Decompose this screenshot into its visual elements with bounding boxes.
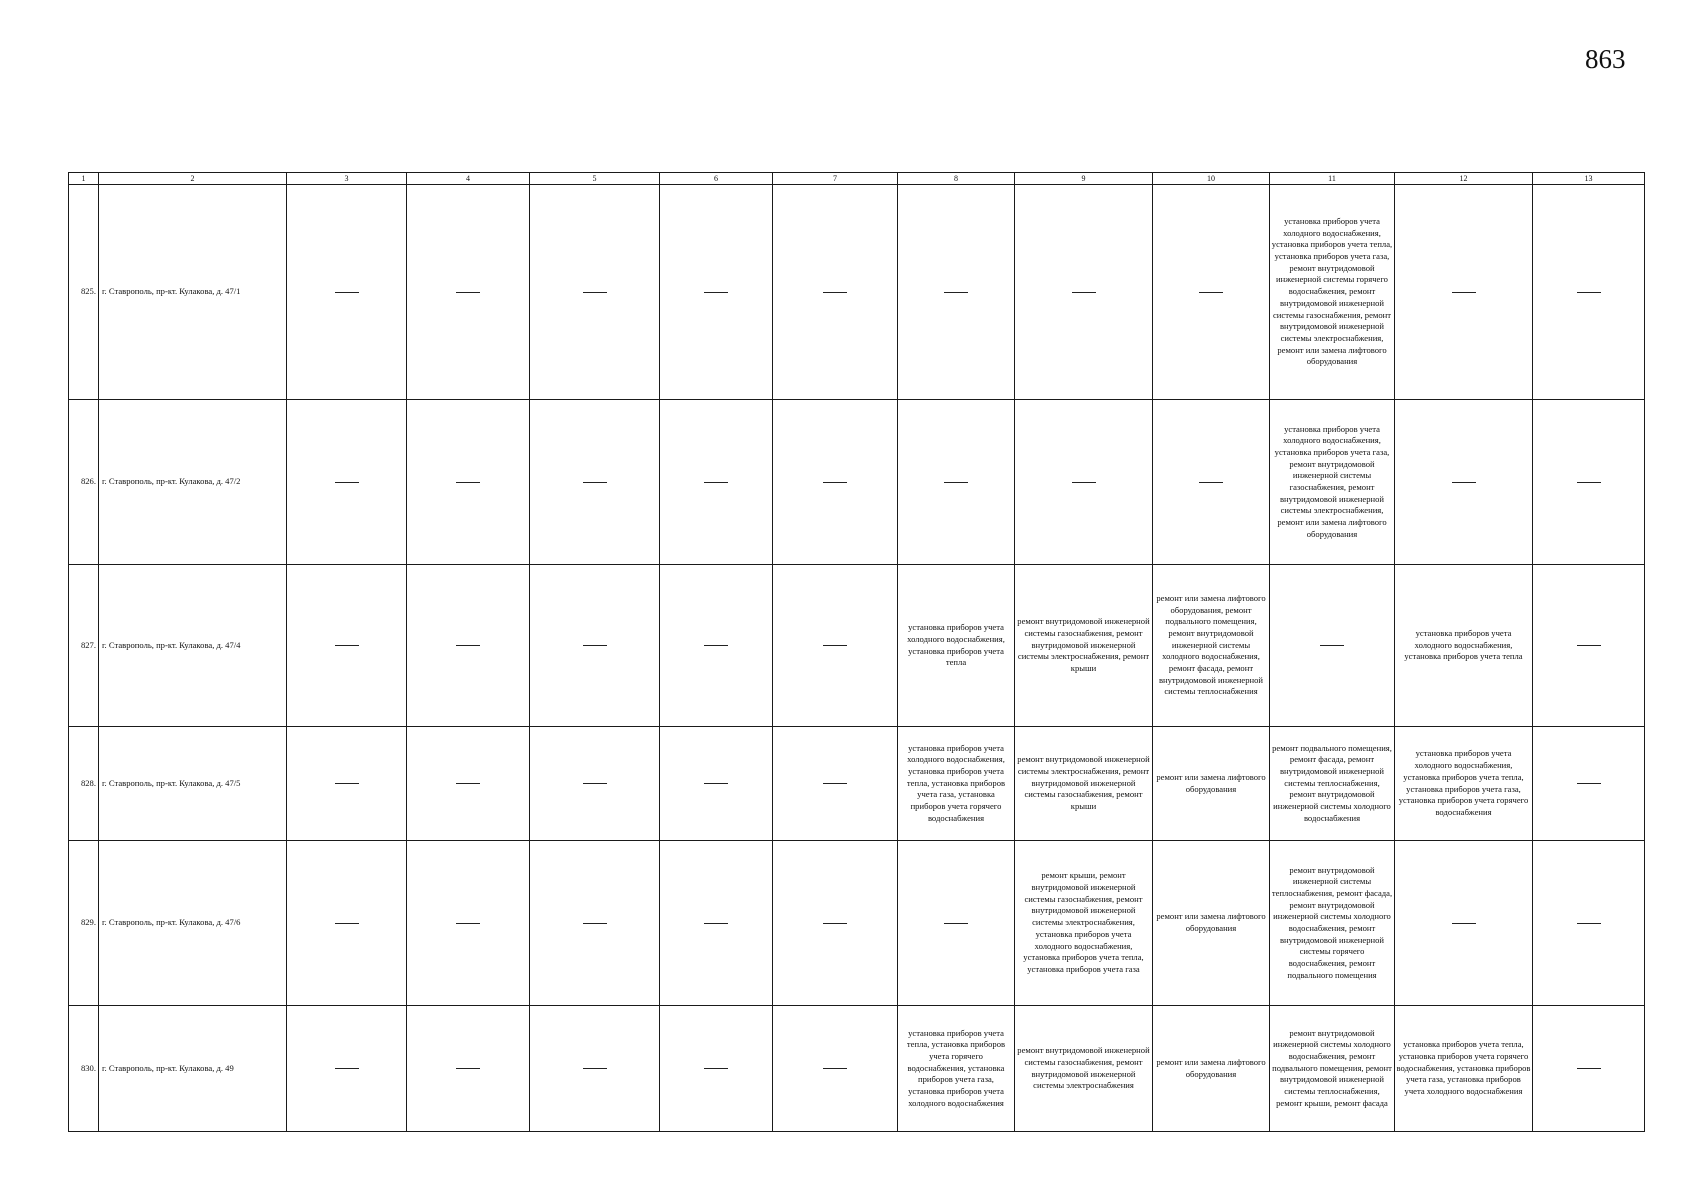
table-row <box>69 841 1645 1006</box>
empty-dash-cell <box>1015 400 1153 565</box>
empty-dash-cell <box>1533 400 1645 565</box>
empty-dash-cell <box>1153 185 1270 400</box>
address-cell: г. Ставрополь, пр-кт. Кулакова, д. 47/6 <box>99 841 287 1006</box>
column-number: 8 <box>898 173 1015 185</box>
row-number: 827. <box>69 565 99 727</box>
column-number-row <box>69 173 1645 185</box>
dash-mark <box>823 783 847 784</box>
empty-dash-cell <box>287 1006 407 1132</box>
column-number: 2 <box>99 173 287 185</box>
dash-mark <box>456 292 480 293</box>
row-number: 826. <box>69 400 99 565</box>
dash-mark <box>1577 783 1601 784</box>
dash-mark <box>823 292 847 293</box>
dash-mark <box>823 1068 847 1069</box>
empty-dash-cell <box>1395 841 1533 1006</box>
works-cell-c11: ремонт внутридомовой инженерной системы теплоснабжения, ремонт фасада, ремонт внутридомовой инженерной системы холодного водоснабжения, ремонт внутридомовой инженерной системы горячего водоснабжения, ремонт подвального помещения <box>1270 841 1395 1006</box>
column-number: 12 <box>1395 173 1533 185</box>
address-cell: г. Ставрополь, пр-кт. Кулакова, д. 47/4 <box>99 565 287 727</box>
dash-mark <box>335 292 359 293</box>
empty-dash-cell <box>1395 185 1533 400</box>
column-number: 11 <box>1270 173 1395 185</box>
empty-dash-cell <box>530 185 660 400</box>
empty-dash-cell <box>407 1006 530 1132</box>
dash-mark <box>704 923 728 924</box>
column-number: 13 <box>1533 173 1645 185</box>
works-cell-c11: ремонт внутридомовой инженерной системы холодного водоснабжения, ремонт подвального помещения, ремонт внутридомовой инженерной системы теплоснабжения, ремонт крыши, ремонт фасада <box>1270 1006 1395 1132</box>
empty-dash-cell <box>660 400 773 565</box>
empty-dash-cell <box>407 185 530 400</box>
dash-mark <box>335 1068 359 1069</box>
dash-mark <box>456 482 480 483</box>
empty-dash-cell <box>530 565 660 727</box>
dash-mark <box>1072 482 1096 483</box>
dash-mark <box>1577 292 1601 293</box>
empty-dash-cell <box>407 565 530 727</box>
empty-dash-cell <box>1533 185 1645 400</box>
works-cell-c11: ремонт подвального помещения, ремонт фасада, ремонт внутридомовой инженерной системы теплоснабжения, ремонт внутридомовой инженерной системы холодного водоснабжения <box>1270 727 1395 841</box>
works-cell-c12: установка приборов учета тепла, установка приборов учета горячего водоснабжения, установка приборов учета газа, установка приборов учета холодного водоснабжения <box>1395 1006 1533 1132</box>
empty-dash-cell <box>660 1006 773 1132</box>
empty-dash-cell <box>773 400 898 565</box>
works-cell-c12: установка приборов учета холодного водоснабжения, установка приборов учета тепла, установка приборов учета газа, установка приборов учета горячего водоснабжения <box>1395 727 1533 841</box>
works-cell-c11: установка приборов учета холодного водоснабжения, установка приборов учета тепла, установка приборов учета газа, ремонт внутридомовой инженерной системы горячего водоснабжения, ремонт внутридомовой инженерной системы газоснабжения, ремонт внутридомовой инженерной системы электроснабжения, ремонт или замена лифтового оборудования <box>1270 185 1395 400</box>
empty-dash-cell <box>530 400 660 565</box>
dash-mark <box>583 783 607 784</box>
row-number: 828. <box>69 727 99 841</box>
empty-dash-cell <box>660 841 773 1006</box>
dash-mark <box>456 645 480 646</box>
column-number: 9 <box>1015 173 1153 185</box>
address-cell: г. Ставрополь, пр-кт. Кулакова, д. 47/5 <box>99 727 287 841</box>
empty-dash-cell <box>1153 400 1270 565</box>
dash-mark <box>583 292 607 293</box>
table-row <box>69 400 1645 565</box>
works-cell-c9: ремонт внутридомовой инженерной системы газоснабжения, ремонт внутридомовой инженерной системы электроснабжения <box>1015 1006 1153 1132</box>
column-number: 6 <box>660 173 773 185</box>
dash-mark <box>944 292 968 293</box>
empty-dash-cell <box>773 565 898 727</box>
dash-mark <box>1577 1068 1601 1069</box>
dash-mark <box>1577 645 1601 646</box>
empty-dash-cell <box>1270 565 1395 727</box>
empty-dash-cell <box>660 565 773 727</box>
empty-dash-cell <box>287 565 407 727</box>
dash-mark <box>704 1068 728 1069</box>
dash-mark <box>944 482 968 483</box>
empty-dash-cell <box>1533 727 1645 841</box>
dash-mark <box>944 923 968 924</box>
row-number: 829. <box>69 841 99 1006</box>
works-cell-c11: установка приборов учета холодного водоснабжения, установка приборов учета газа, ремонт внутридомовой инженерной системы газоснабжения, ремонт внутридомовой инженерной системы электроснабжения, ремонт или замена лифтового оборудования <box>1270 400 1395 565</box>
dash-mark <box>704 292 728 293</box>
dash-mark <box>1199 292 1223 293</box>
dash-mark <box>1199 482 1223 483</box>
works-cell-c10: ремонт или замена лифтового оборудования <box>1153 727 1270 841</box>
dash-mark <box>335 783 359 784</box>
dash-mark <box>1452 292 1476 293</box>
dash-mark <box>823 482 847 483</box>
works-cell-c8: установка приборов учета холодного водоснабжения, установка приборов учета тепла, установка приборов учета газа, установка приборов учета горячего водоснабжения <box>898 727 1015 841</box>
dash-mark <box>456 783 480 784</box>
address-cell: г. Ставрополь, пр-кт. Кулакова, д. 47/2 <box>99 400 287 565</box>
dash-mark <box>1452 482 1476 483</box>
empty-dash-cell <box>407 841 530 1006</box>
works-cell-c9: ремонт внутридомовой инженерной системы электроснабжения, ремонт внутридомовой инженерной системы газоснабжения, ремонт крыши <box>1015 727 1153 841</box>
works-cell-c8: установка приборов учета холодного водоснабжения, установка приборов учета тепла <box>898 565 1015 727</box>
works-cell-c9: ремонт крыши, ремонт внутридомовой инженерной системы газоснабжения, ремонт внутридомовой инженерной системы электроснабжения, установка приборов учета холодного водоснабжения, установка приборов учета тепла, установка приборов учета газа <box>1015 841 1153 1006</box>
dash-mark <box>1577 923 1601 924</box>
works-cell-c10: ремонт или замена лифтового оборудования <box>1153 1006 1270 1132</box>
works-cell-c12: установка приборов учета холодного водоснабжения, установка приборов учета тепла <box>1395 565 1533 727</box>
empty-dash-cell <box>407 400 530 565</box>
empty-dash-cell <box>407 727 530 841</box>
table-row <box>69 185 1645 400</box>
dash-mark <box>456 923 480 924</box>
empty-dash-cell <box>1533 841 1645 1006</box>
dash-mark <box>456 1068 480 1069</box>
empty-dash-cell <box>773 185 898 400</box>
empty-dash-cell <box>660 185 773 400</box>
works-cell-c10: ремонт или замена лифтового оборудования <box>1153 841 1270 1006</box>
empty-dash-cell <box>898 185 1015 400</box>
column-number: 3 <box>287 173 407 185</box>
empty-dash-cell <box>530 1006 660 1132</box>
empty-dash-cell <box>530 841 660 1006</box>
dash-mark <box>583 645 607 646</box>
page-number: 863 <box>1585 44 1626 74</box>
column-number: 5 <box>530 173 660 185</box>
dash-mark <box>704 645 728 646</box>
address-cell: г. Ставрополь, пр-кт. Кулакова, д. 49 <box>99 1006 287 1132</box>
column-number: 1 <box>69 173 99 185</box>
column-number: 10 <box>1153 173 1270 185</box>
empty-dash-cell <box>1015 185 1153 400</box>
empty-dash-cell <box>1533 1006 1645 1132</box>
dash-mark <box>583 482 607 483</box>
empty-dash-cell <box>660 727 773 841</box>
empty-dash-cell <box>773 1006 898 1132</box>
dash-mark <box>1072 292 1096 293</box>
address-cell: г. Ставрополь, пр-кт. Кулакова, д. 47/1 <box>99 185 287 400</box>
empty-dash-cell <box>1395 400 1533 565</box>
dash-mark <box>823 645 847 646</box>
dash-mark <box>1452 923 1476 924</box>
dash-mark <box>583 923 607 924</box>
works-cell-c9: ремонт внутридомовой инженерной системы газоснабжения, ремонт внутридомовой инженерной системы электроснабжения, ремонт крыши <box>1015 565 1153 727</box>
dash-mark <box>704 783 728 784</box>
empty-dash-cell <box>287 841 407 1006</box>
column-number: 4 <box>407 173 530 185</box>
register-table <box>68 172 1645 1132</box>
dash-mark <box>335 645 359 646</box>
dash-mark <box>823 923 847 924</box>
empty-dash-cell <box>773 727 898 841</box>
dash-mark <box>335 923 359 924</box>
works-cell-c8: установка приборов учета тепла, установка приборов учета горячего водоснабжения, установка приборов учета газа, установка приборов учета холодного водоснабжения <box>898 1006 1015 1132</box>
works-cell-c10: ремонт или замена лифтового оборудования, ремонт подвального помещения, ремонт внутридомовой инженерной системы холодного водоснабжения, ремонт фасада, ремонт внутридомовой инженерной системы теплоснабжения <box>1153 565 1270 727</box>
row-number: 825. <box>69 185 99 400</box>
empty-dash-cell <box>1533 565 1645 727</box>
table-row <box>69 565 1645 727</box>
empty-dash-cell <box>530 727 660 841</box>
dash-mark <box>704 482 728 483</box>
empty-dash-cell <box>287 400 407 565</box>
empty-dash-cell <box>773 841 898 1006</box>
dash-mark <box>583 1068 607 1069</box>
empty-dash-cell <box>287 185 407 400</box>
dash-mark <box>1577 482 1601 483</box>
table-row <box>69 727 1645 841</box>
dash-mark <box>1320 645 1344 646</box>
table-row <box>69 1006 1645 1132</box>
empty-dash-cell <box>898 841 1015 1006</box>
empty-dash-cell <box>287 727 407 841</box>
dash-mark <box>335 482 359 483</box>
empty-dash-cell <box>898 400 1015 565</box>
column-number: 7 <box>773 173 898 185</box>
row-number: 830. <box>69 1006 99 1132</box>
